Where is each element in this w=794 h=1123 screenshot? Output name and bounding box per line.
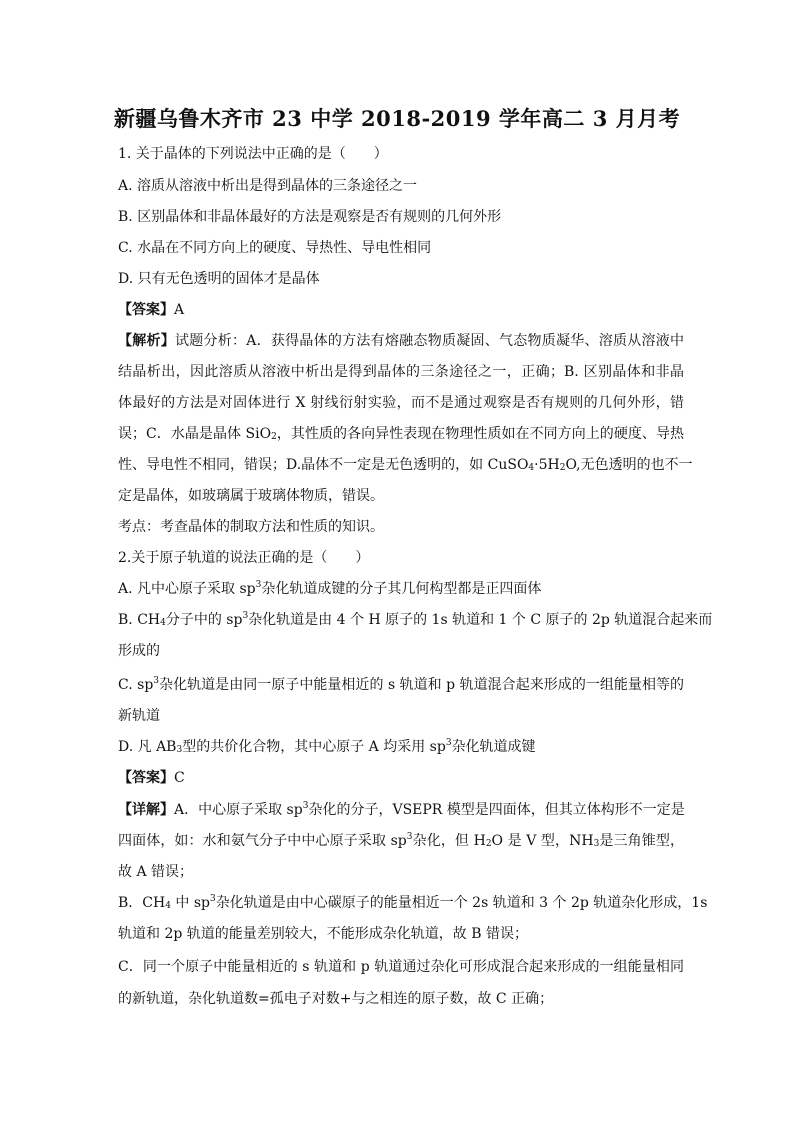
text-run: A. 凡中心原子采取 sp bbox=[118, 581, 256, 597]
q1-analysis-line-1 bbox=[118, 332, 684, 350]
superscript: 3 bbox=[302, 801, 309, 811]
q1-analysis-line-5 bbox=[118, 456, 693, 474]
subscript: 4 bbox=[160, 618, 166, 628]
q2-detail-line-2 bbox=[118, 832, 684, 850]
superscript: 3 bbox=[210, 894, 216, 904]
q2-answer-label: 【答案】 bbox=[118, 770, 174, 786]
q1-option-b: B. 区别晶体和非晶体最好的方法是观察是否有规则的几何外形 bbox=[118, 209, 502, 225]
q1-stem: 1. 关于晶体的下列说法中正确的是（ ） bbox=[118, 146, 388, 162]
text-run: 杂化轨道是由同一原子中能量相近的 s 轨道和 p 轨道混合起来形成的一组能量相等的 bbox=[159, 677, 684, 693]
q1-option-c: C. 水晶在不同方向上的硬度、导热性、导电性相同 bbox=[118, 240, 432, 256]
q2-stem: 2.关于原子轨道的说法正确的是（ ） bbox=[118, 550, 370, 566]
q2-option-b-line-1 bbox=[118, 611, 713, 629]
document-title: 新疆乌鲁木齐市 23 中学 2018-2019 学年高二 3 月月考 bbox=[113, 106, 681, 131]
text-run: 杂化轨道成键的分子其几何构型都是正四面体 bbox=[261, 581, 542, 597]
text-run: ·5H bbox=[534, 457, 560, 473]
superscript: 3 bbox=[406, 832, 413, 842]
q2-detail-line-3: 故 A 错误； bbox=[118, 864, 194, 880]
text-run: C. sp bbox=[118, 677, 154, 693]
text-run: 是三角锥型， bbox=[599, 833, 684, 849]
text-run: 杂化，但 H bbox=[412, 833, 486, 849]
q2-answer-value: C bbox=[174, 770, 185, 786]
text-run: 杂化轨道成键 bbox=[451, 739, 536, 755]
q2-detail-line-4 bbox=[118, 894, 708, 912]
text-run: 性、导电性不相同，错误；D.晶体不一定是无色透明的，如 CuSO bbox=[118, 457, 529, 473]
subscript: 3 bbox=[593, 839, 600, 849]
subscript: 3 bbox=[176, 745, 183, 755]
q1-analysis-line-2: 结晶析出，因此溶质从溶液中析出是得到晶体的三条途径之一，正确；B. 区别晶体和非晶 bbox=[118, 364, 684, 380]
q2-option-d bbox=[118, 738, 684, 756]
q1-option-d: D. 只有无色透明的固体才是晶体 bbox=[118, 271, 320, 287]
q2-answer bbox=[118, 769, 684, 787]
superscript: 3 bbox=[153, 676, 160, 686]
q1-option-a: A. 溶质从溶液中析出是得到晶体的三条途径之一 bbox=[118, 178, 418, 194]
q2-option-a bbox=[118, 580, 684, 598]
q2-detail-line-7: 的新轨道，杂化轨道数=孤电子对数+与之相连的原子数，故 C 正确； bbox=[118, 991, 554, 1007]
subscript: 2 bbox=[271, 432, 277, 442]
text-run: ，其性质的各向异性表现在物理性质如在不同方向上的硬度、导热 bbox=[276, 426, 684, 442]
q1-answer-label: 【答案】 bbox=[118, 302, 174, 318]
q1-analysis-label: 【解析】 bbox=[118, 333, 176, 349]
q1-analysis-line-3: 体最好的方法是对固体进行 X 射线衍射实验，而不是通过观察是否有规则的几何外形，错 bbox=[118, 395, 684, 411]
q2-option-c-line-2: 新轨道 bbox=[118, 708, 160, 724]
text-run: O 是 V 型，NH bbox=[491, 833, 594, 849]
q1-analysis-line-4 bbox=[118, 425, 684, 443]
text-run: 误；C．水晶是晶体 SiO bbox=[118, 426, 272, 442]
text-run: 杂化的分子，VSEPR 模型是四面体，但其立体构形不一定是 bbox=[308, 802, 685, 818]
text-run: 中 sp bbox=[170, 895, 210, 911]
text-run: 分子中的 sp bbox=[165, 612, 243, 628]
q2-option-b-line-2: 形成的 bbox=[118, 643, 160, 659]
q1-answer-value: A bbox=[174, 302, 185, 318]
q1-answer bbox=[118, 301, 684, 319]
q2-detail-label: 【详解】 bbox=[118, 802, 174, 818]
subscript: 4 bbox=[528, 463, 535, 473]
q2-detail-line-5: 轨道和 2p 轨道的能量差别较大，不能形成杂化轨道，故 B 错误； bbox=[118, 926, 528, 942]
text-run: 杂化轨道是由 4 个 H 原子的 1s 轨道和 1 个 C 原子的 2p 轨道混合起来而 bbox=[248, 612, 713, 628]
text-run: B．CH bbox=[118, 895, 166, 911]
text-run: O,无色透明的也不一 bbox=[565, 457, 693, 473]
q1-analysis-line-6: 定是晶体，如玻璃属于玻璃体物质，错误。 bbox=[118, 488, 384, 504]
text-run: 杂化轨道是由中心碳原子的能量相近一个 2s 轨道和 3 个 2p 轨道杂化形成，1s bbox=[215, 895, 708, 911]
subscript: 2 bbox=[559, 463, 566, 473]
text-run: 型的共价化合物，其中心原子 A 均采用 sp bbox=[182, 739, 446, 755]
q2-detail-line-6: C．同一个原子中能量相近的 s 轨道和 p 轨道通过杂化可形成混合起来形成的一组能量相同 bbox=[118, 959, 684, 975]
q2-option-c-line-1 bbox=[118, 676, 684, 694]
q2-detail-line-1 bbox=[118, 801, 684, 819]
subscript: 4 bbox=[165, 901, 171, 911]
superscript: 3 bbox=[445, 738, 452, 748]
superscript: 3 bbox=[242, 611, 249, 621]
subscript: 2 bbox=[485, 839, 492, 849]
text-run: 四面体，如：水和氨气分子中中心原子采取 sp bbox=[118, 833, 407, 849]
q1-kaodian: 考点：考查晶体的制取方法和性质的知识。 bbox=[118, 519, 384, 535]
superscript: 3 bbox=[255, 580, 262, 590]
text-run: A．中心原子采取 sp bbox=[174, 802, 303, 818]
q1-analysis-text: 试题分析：A．获得晶体的方法有熔融态物质凝固、气态物质凝华、溶质从溶液中 bbox=[175, 333, 685, 349]
text-run: D. 凡 AB bbox=[118, 739, 177, 755]
text-run: B. CH bbox=[118, 612, 161, 628]
